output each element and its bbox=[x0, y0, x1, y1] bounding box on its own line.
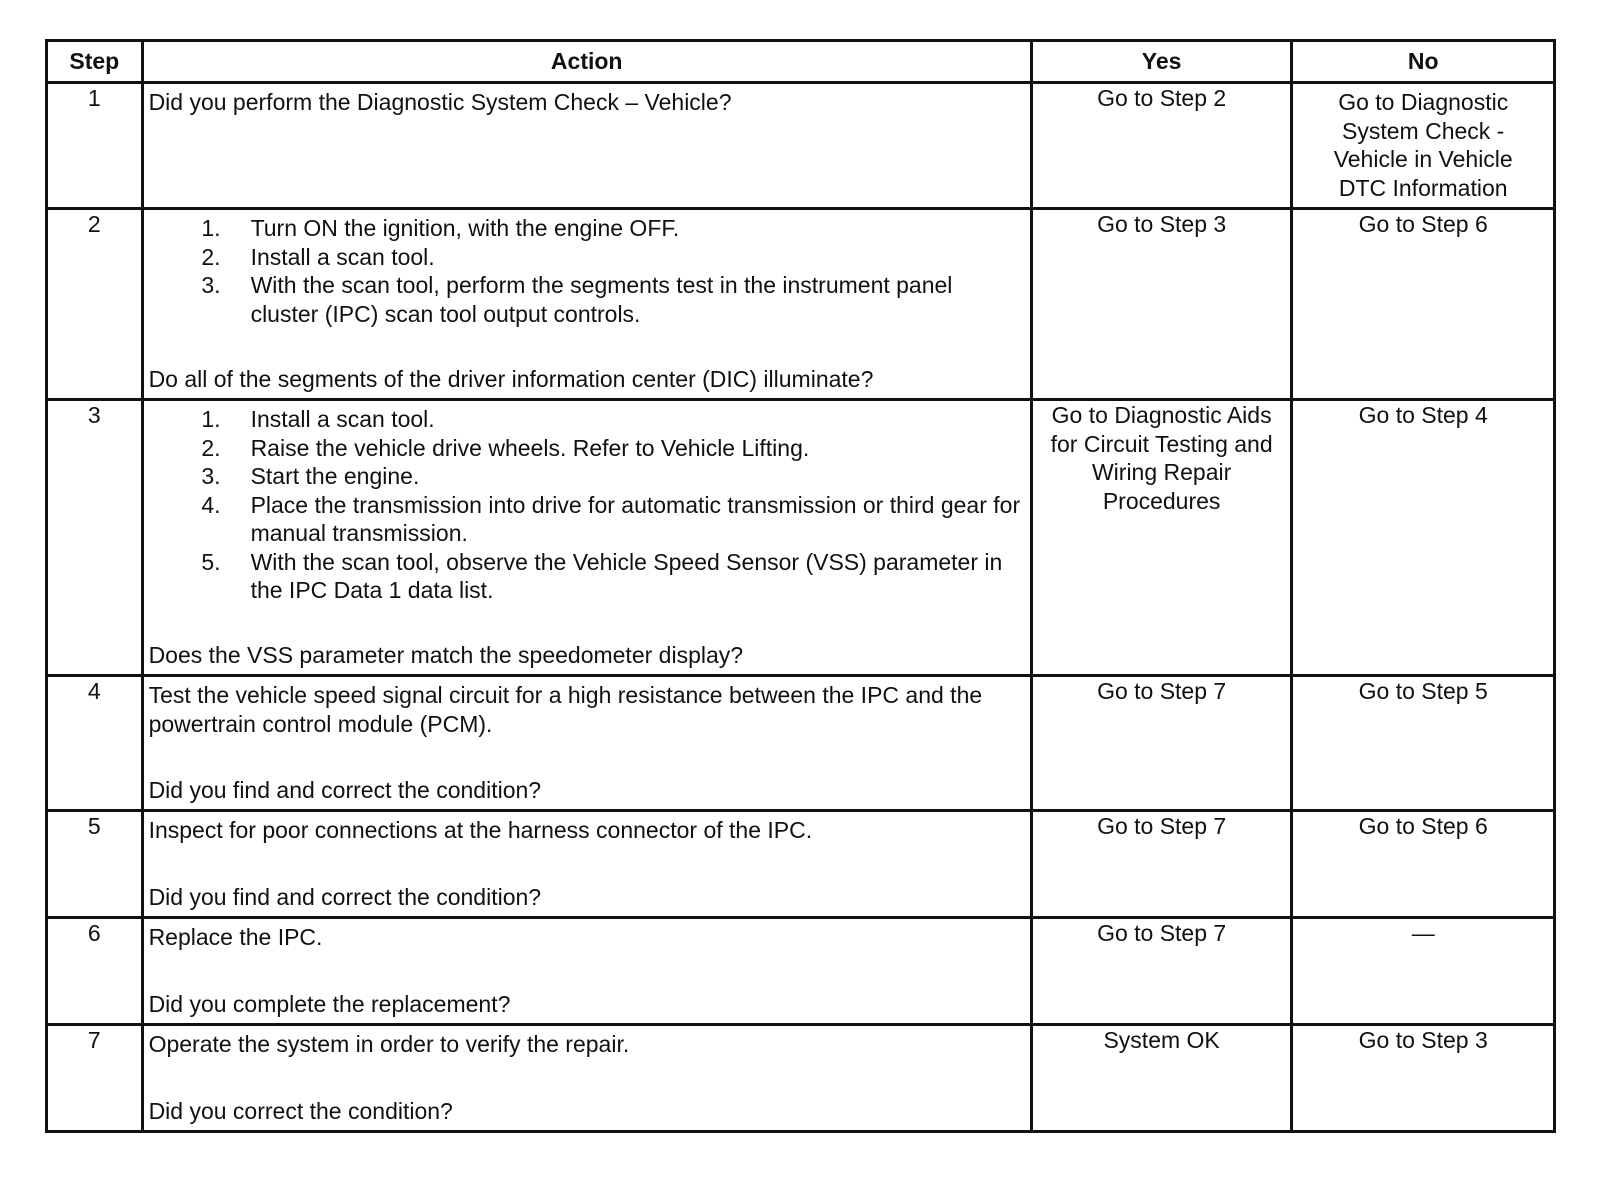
yes-cell: Go to Step 7 bbox=[1031, 918, 1292, 1025]
action-question: Do all of the segments of the driver information center (DIC) illuminate? bbox=[148, 365, 874, 392]
yes-cell: System OK bbox=[1031, 1025, 1292, 1132]
yes-line: Wiring Repair bbox=[1091, 459, 1232, 485]
diagnostic-table bbox=[45, 39, 1556, 1133]
step-number: 6 bbox=[47, 918, 143, 1025]
header-no: No bbox=[1292, 41, 1555, 83]
step-number: 4 bbox=[47, 676, 143, 811]
step-number: 3 bbox=[47, 400, 143, 676]
table-row bbox=[47, 811, 1555, 918]
step-number: 5 bbox=[47, 811, 143, 918]
no-cell: Go to Step 5 bbox=[1292, 676, 1555, 811]
procedure-item: 4. Place the transmission into drive for automatic transmission or third gear for manual transmission. bbox=[201, 491, 1021, 546]
action-text: Operate the system in order to verify the repair. bbox=[148, 1031, 630, 1057]
table-row bbox=[47, 918, 1555, 1025]
action-question: Did you complete the replacement? bbox=[148, 990, 511, 1017]
table-row bbox=[47, 676, 1555, 811]
header-action: Action bbox=[142, 41, 1031, 83]
action-cell bbox=[142, 209, 1031, 400]
yes-line: Procedures bbox=[1102, 487, 1221, 514]
step-number: 1 bbox=[47, 83, 143, 209]
no-cell: Go to Step 6 bbox=[1292, 209, 1555, 400]
yes-line: for Circuit Testing and bbox=[1050, 430, 1273, 457]
yes-cell: Go to Step 7 bbox=[1031, 676, 1292, 811]
no-cell: Go to Step 4 bbox=[1292, 400, 1555, 676]
no-cell: — bbox=[1292, 918, 1555, 1025]
procedure-list bbox=[149, 214, 1026, 328]
table-row bbox=[47, 400, 1555, 676]
procedure-item: 3. Start the engine. bbox=[201, 463, 420, 489]
procedure-item: 2. Raise the vehicle drive wheels. Refer to Vehicle Lifting. bbox=[201, 434, 810, 461]
no-line: DTC Information bbox=[1338, 174, 1508, 201]
no-line: System Check - bbox=[1342, 117, 1505, 144]
action-cell bbox=[142, 811, 1031, 918]
action-question: Does the VSS parameter match the speedometer display? bbox=[148, 641, 744, 668]
action-text: Replace the IPC. bbox=[148, 924, 323, 950]
action-question: Did you find and correct the condition? bbox=[148, 883, 542, 910]
yes-cell: Go to Step 7 bbox=[1031, 811, 1292, 918]
procedure-item: 5. With the scan tool, observe the Vehicle Speed Sensor (VSS) parameter in the IPC Data 1 data list. bbox=[201, 548, 1003, 603]
action-text: Did you perform the Diagnostic System Check – Vehicle? bbox=[148, 89, 732, 115]
action-cell bbox=[142, 676, 1031, 811]
procedure-item: 2. Install a scan tool. bbox=[201, 243, 435, 270]
action-question: Did you correct the condition? bbox=[148, 1097, 453, 1124]
action-question: Did you find and correct the condition? bbox=[148, 776, 542, 803]
action-cell bbox=[142, 400, 1031, 676]
table-row bbox=[47, 209, 1555, 400]
no-cell: Go to Step 6 bbox=[1292, 811, 1555, 918]
yes-cell bbox=[1031, 400, 1292, 676]
no-line: Vehicle in Vehicle bbox=[1333, 146, 1513, 172]
action-cell bbox=[142, 83, 1031, 209]
header-row bbox=[47, 41, 1555, 83]
yes-cell: Go to Step 2 bbox=[1031, 83, 1292, 209]
yes-cell: Go to Step 3 bbox=[1031, 209, 1292, 400]
action-text: Test the vehicle speed signal circuit for a high resistance between the IPC and the powertrain control module (PCM). bbox=[148, 682, 983, 737]
table-row bbox=[47, 83, 1555, 209]
no-cell bbox=[1292, 83, 1555, 209]
yes-line: Go to Diagnostic Aids bbox=[1051, 402, 1272, 428]
action-text: Inspect for poor connections at the harness connector of the IPC. bbox=[148, 817, 813, 843]
step-number: 2 bbox=[47, 209, 143, 400]
procedure-item: 3. With the scan tool, perform the segments test in the instrument panel cluster (IPC) scan tool output controls. bbox=[201, 272, 953, 327]
header-yes: Yes bbox=[1031, 41, 1292, 83]
table-row bbox=[47, 1025, 1555, 1132]
action-cell bbox=[142, 1025, 1031, 1132]
procedure-item: 1. Install a scan tool. bbox=[201, 406, 435, 432]
step-number: 7 bbox=[47, 1025, 143, 1132]
no-line: Go to Diagnostic bbox=[1338, 89, 1509, 115]
procedure-list bbox=[149, 405, 1026, 605]
no-cell: Go to Step 3 bbox=[1292, 1025, 1555, 1132]
procedure-item: 1. Turn ON the ignition, with the engine OFF. bbox=[201, 215, 680, 241]
header-step: Step bbox=[47, 41, 143, 83]
action-cell bbox=[142, 918, 1031, 1025]
